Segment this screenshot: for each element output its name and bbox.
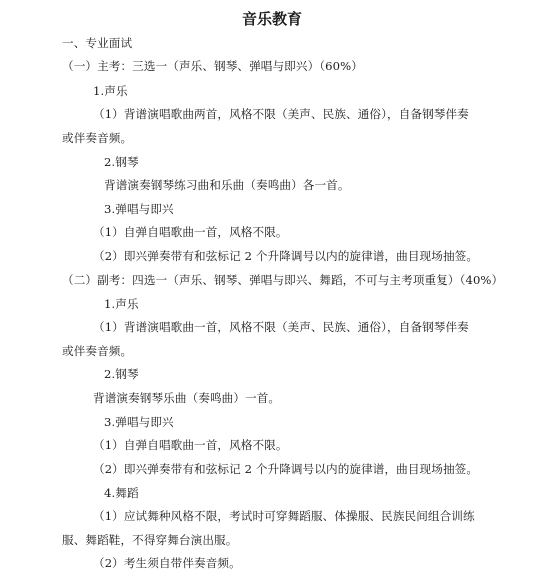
item-heading-dance: 4.舞蹈 [104, 486, 139, 500]
item-heading-sing-improv-2: 3.弹唱与即兴 [104, 415, 174, 429]
subsection-main-exam: （一）主考：三选一（声乐、钢琴、弹唱与即兴）（60%） [62, 59, 363, 73]
item-heading-vocal-2: 1.声乐 [104, 297, 139, 311]
document-title: 音乐教育 [241, 10, 302, 28]
item-heading-sing-improv: 3.弹唱与即兴 [104, 202, 174, 216]
item-heading-vocal: 1.声乐 [93, 84, 128, 98]
paragraph-dance-2: （2）考生须自带伴奏音频。 [93, 556, 241, 570]
paragraph-dance-1-line1: （1）应试舞种风格不限，考试时可穿舞蹈服、体操服、民族民间组合训练 [93, 509, 475, 523]
paragraph-sing-improv2-2: （2）即兴弹奏带有和弦标记 2 个升降调号以内的旋律谱，曲目现场抽签。 [93, 462, 479, 476]
paragraph-sing-improv2-1: （1）自弹自唱歌曲一首，风格不限。 [93, 438, 288, 452]
paragraph-vocal2-line1: （1）背谱演唱歌曲一首，风格不限（美声、民族、通俗），自备钢琴伴奏 [93, 320, 469, 334]
paragraph-vocal-line2: 或伴奏音频。 [62, 131, 133, 145]
paragraph-vocal2-line2: 或伴奏音频。 [62, 344, 133, 358]
paragraph-sing-improv-2: （2）即兴弹奏带有和弦标记 2 个升降调号以内的旋律谱，曲目现场抽签。 [93, 249, 479, 263]
item-heading-piano: 2.钢琴 [104, 155, 139, 169]
paragraph-vocal-line1: （1）背谱演唱歌曲两首，风格不限（美声、民族、通俗），自备钢琴伴奏 [93, 107, 469, 121]
paragraph-piano-2: 背谱演奏钢琴乐曲（奏鸣曲）一首。 [93, 391, 281, 405]
paragraph-sing-improv-1: （1）自弹自唱歌曲一首，风格不限。 [93, 225, 288, 239]
section-heading-interview: 一、专业面试 [62, 36, 133, 50]
paragraph-dance-1-line2: 服、舞蹈鞋，不得穿舞台演出服。 [62, 533, 238, 547]
item-heading-piano-2: 2.钢琴 [104, 367, 139, 381]
paragraph-piano: 背谱演奏钢琴练习曲和乐曲（奏鸣曲）各一首。 [104, 178, 350, 192]
subsection-secondary-exam: （二）副考：四选一（声乐、钢琴、弹唱与即兴、舞蹈，不可与主考项重复）（40%） [62, 273, 504, 287]
